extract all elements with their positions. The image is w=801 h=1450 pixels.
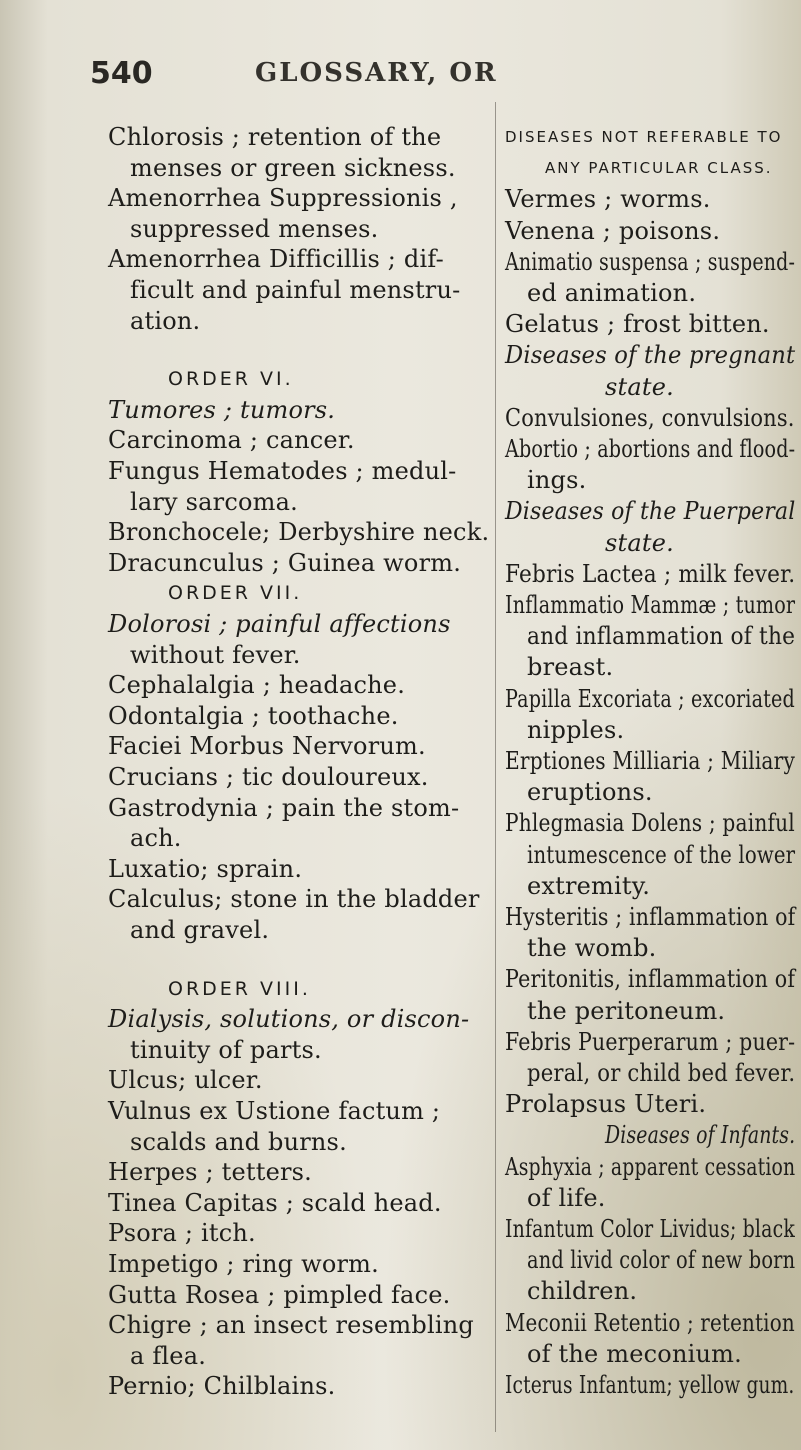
glossary-line: Dolorosi ; painful affections bbox=[108, 610, 451, 638]
glossary-line: intumescence of the lower bbox=[527, 840, 796, 869]
glossary-line: lary sarcoma. bbox=[130, 487, 298, 516]
glossary-line: scalds and burns. bbox=[130, 1127, 347, 1156]
glossary-line: breast. bbox=[527, 653, 614, 682]
glossary-line: Peritonitis, inflammation of bbox=[505, 965, 796, 994]
glossary-line: ORDER VI. bbox=[168, 368, 294, 391]
glossary-line: Faciei Morbus Nervorum. bbox=[108, 732, 426, 761]
glossary-line: Venena ; poisons. bbox=[505, 216, 721, 245]
glossary-line: ANY PARTICULAR CLASS. bbox=[545, 159, 773, 178]
glossary-line: Febris Puerperarum ; puer- bbox=[505, 1027, 796, 1056]
glossary-line: extremity. bbox=[527, 871, 651, 900]
glossary-line: Phlegmasia Dolens ; painful bbox=[505, 809, 795, 838]
glossary-line: and gravel. bbox=[130, 916, 270, 944]
glossary-line: Ulcus; ulcer. bbox=[108, 1066, 263, 1095]
glossary-line: menses or green sickness. bbox=[130, 153, 456, 182]
glossary-line: Meconii Retentio ; retention bbox=[505, 1308, 795, 1337]
glossary-line: Impetigo ; ring worm. bbox=[108, 1250, 379, 1278]
glossary-line: Cephalalgia ; headache. bbox=[108, 671, 406, 700]
glossary-line: and livid color of new born bbox=[527, 1246, 796, 1275]
glossary-line: Gelatus ; frost bitten. bbox=[505, 310, 770, 339]
glossary-line: Febris Lactea ; milk fever. bbox=[505, 559, 796, 588]
glossary-line: ings. bbox=[527, 466, 587, 495]
glossary-line: and inflammation of the bbox=[527, 622, 796, 651]
glossary-line: Tinea Capitas ; scald head. bbox=[108, 1188, 442, 1217]
glossary-line: the womb. bbox=[527, 934, 657, 963]
glossary-line: state. bbox=[605, 372, 674, 401]
glossary-line: peral, or child bed fever. bbox=[527, 1059, 796, 1087]
glossary-line: Amenorrhea Suppressionis , bbox=[108, 184, 458, 213]
glossary-line: Diseases of the Puerperal bbox=[505, 497, 796, 526]
page-header bbox=[90, 56, 710, 96]
glossary-line: Inflammatio Mammæ ; tumor bbox=[505, 591, 796, 619]
glossary-line: state. bbox=[605, 528, 674, 557]
glossary-line: the peritoneum. bbox=[527, 996, 726, 1025]
glossary-line: Prolapsus Uteri. bbox=[505, 1090, 707, 1119]
glossary-line: Erptiones Milliaria ; Miliary bbox=[505, 747, 796, 775]
glossary-line: Calculus; stone in the bladder bbox=[108, 885, 480, 914]
page-number: 540 bbox=[90, 56, 153, 91]
glossary-line: children. bbox=[527, 1277, 638, 1306]
glossary-line: DISEASES NOT REFERABLE TO bbox=[505, 128, 783, 146]
glossary-line: Herpes ; tetters. bbox=[108, 1158, 312, 1187]
glossary-line: Papilla Excoriata ; excoriated bbox=[505, 684, 795, 713]
glossary-line: Hysteritis ; inflammation of bbox=[505, 903, 796, 931]
glossary-line: tinuity of parts. bbox=[130, 1035, 322, 1064]
glossary-line: Crucians ; tic douloureux. bbox=[108, 763, 429, 791]
glossary-line: Convulsiones, convulsions. bbox=[505, 403, 795, 432]
glossary-line: Fungus Hematodes ; medul- bbox=[108, 457, 457, 485]
glossary-line: Carcinoma ; cancer. bbox=[108, 426, 355, 455]
glossary-line: Pernio; Chilblains. bbox=[108, 1372, 336, 1401]
glossary-line: Diseases of the pregnant bbox=[505, 341, 796, 370]
glossary-line: Odontalgia ; toothache. bbox=[108, 701, 399, 730]
glossary-line: of life. bbox=[527, 1183, 606, 1212]
glossary-line: Vermes ; worms. bbox=[505, 185, 711, 214]
glossary-line: Bronchocele; Derbyshire neck. bbox=[108, 518, 490, 547]
glossary-line: ach. bbox=[130, 824, 182, 853]
glossary-line: Infantum Color Lividus; black bbox=[505, 1215, 795, 1243]
glossary-line: Chlorosis ; retention of the bbox=[108, 123, 442, 151]
glossary-line: ORDER VII. bbox=[168, 582, 303, 605]
running-title: GLOSSARY, OR bbox=[255, 58, 498, 88]
glossary-line: Tumores ; tumors. bbox=[108, 395, 336, 424]
glossary-line: ed animation. bbox=[527, 279, 697, 307]
glossary-line: Amenorrhea Difficillis ; dif- bbox=[108, 245, 444, 274]
glossary-line: ation. bbox=[130, 306, 201, 335]
glossary-line: Dialysis, solutions, or discon- bbox=[108, 1005, 470, 1034]
glossary-line: Vulnus ex Ustione factum ; bbox=[108, 1097, 441, 1125]
glossary-line: without fever. bbox=[130, 640, 301, 669]
glossary-line: Luxatio; sprain. bbox=[108, 854, 303, 883]
glossary-line: Gutta Rosea ; pimpled face. bbox=[108, 1280, 451, 1309]
glossary-line: Asphyxia ; apparent cessation bbox=[505, 1152, 796, 1181]
glossary-line: Icterus Infantum; yellow gum. bbox=[505, 1371, 795, 1399]
glossary-line: Dracunculus ; Guinea worm. bbox=[108, 548, 462, 577]
glossary-line: Chigre ; an insect resembling bbox=[108, 1311, 474, 1340]
glossary-line: suppressed menses. bbox=[130, 214, 379, 243]
glossary-line: Abortio ; abortions and flood- bbox=[505, 435, 796, 463]
column-divider bbox=[495, 102, 496, 1432]
glossary-line: Gastrodynia ; pain the stom- bbox=[108, 793, 460, 822]
glossary-line: nipples. bbox=[527, 715, 625, 744]
glossary-line: eruptions. bbox=[527, 778, 653, 807]
glossary-line: a flea. bbox=[130, 1341, 207, 1370]
glossary-line: of the meconium. bbox=[527, 1339, 742, 1368]
glossary-line: Animatio suspensa ; suspend- bbox=[505, 247, 796, 276]
glossary-line: ficult and painful menstru- bbox=[130, 276, 461, 304]
glossary-line: Psora ; itch. bbox=[108, 1219, 256, 1248]
glossary-line: ORDER VIII. bbox=[168, 977, 311, 1000]
glossary-line: Diseases of Infants. bbox=[605, 1121, 796, 1150]
